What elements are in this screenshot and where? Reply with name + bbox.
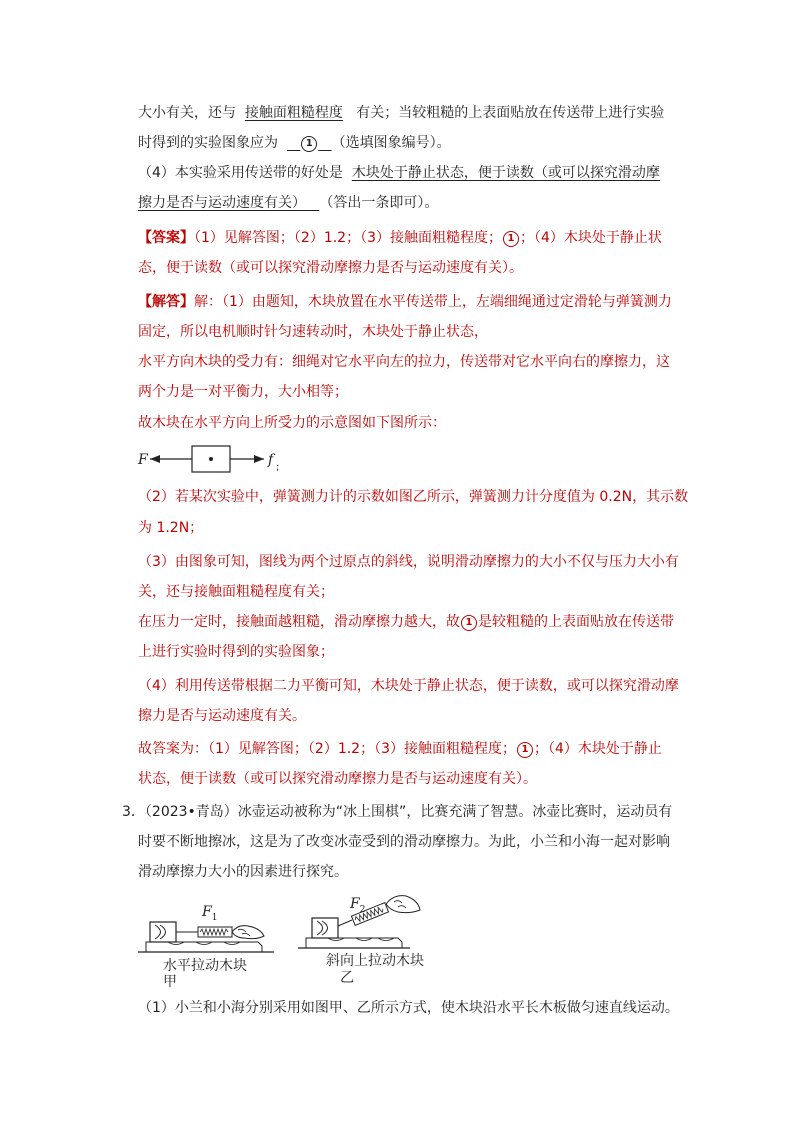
hand-icon — [232, 926, 264, 939]
answer-blank: 木块处于静止状态，便于读数（或可以探究滑动摩 — [351, 165, 660, 181]
solution-line-6: （2）若某次实验中，弹簧测力计的示数如图乙所示，弹簧测力计分度值为 0.2N，其示数 — [138, 489, 689, 505]
answer-line-2: 态，便于读数（或可以探究滑动摩擦力是否与运动速度有关）。 — [138, 260, 523, 276]
answer-blank: 1 — [287, 135, 332, 151]
solution-line-9: 关，还与接触面粗糙程度有关； — [138, 584, 334, 600]
arrow-left-icon — [150, 455, 160, 463]
arrow-right-icon — [254, 455, 264, 463]
force-f2-label: $F_2$ — [350, 896, 366, 915]
q3-line-2: 时要不断地擦冰，这是为了改变冰壶受到的滑动摩擦力。为此，小兰和小海一起对影响 — [138, 834, 670, 850]
answer-line-1: 【答案】（1）见解答图；（2）1.2；（3）接触面粗糙程度； 1 ；（4）木块处于静止状 — [138, 230, 662, 246]
force-right-label: f — [268, 452, 274, 468]
solution-line-4: 两个力是一对平衡力，大小相等； — [138, 384, 348, 400]
q3-line-1: 3．（2023•青岛）冰壶运动被称为“冰上围棋”，比赛充满了智慧。冰壶比赛时，运动员有 — [122, 804, 673, 820]
solution-line-2: 固定，所以电机顺时针匀速转动时，木块处于静止状态， — [138, 324, 488, 340]
solution-line-13: 擦力是否与运动速度有关。 — [138, 708, 306, 724]
force-diagram — [136, 440, 296, 480]
solution-line-10: 在压力一定时，接触面越粗糙，滑动摩擦力越大，故 1 是较粗糙的上表面贴放在传送带 — [138, 614, 674, 630]
force-f1-label: $F_1$ — [202, 904, 218, 923]
question-number: 3． — [122, 804, 145, 820]
q3-line-4: （1）小兰和小海分别采用如图甲、乙所示方式，使木块沿水平长木板做匀速直线运动。 — [138, 1000, 679, 1016]
solution-line-15: 状态，便于读数（或可以探究滑动摩擦力是否与运动速度有关）。 — [138, 771, 537, 787]
q2-text-line-3: （4）本实验采用传送带的好处是 木块处于静止状态，便于读数（或可以探究滑动摩 — [138, 165, 660, 181]
hand-icon — [386, 896, 420, 913]
solution-line-1: 【解答】解：（1）由题知，木块放置在水平传送带上，左端细绳通过定滑轮与弹簧测力 — [138, 294, 672, 310]
q3-line-3: 滑动摩擦力大小的因素进行探究。 — [138, 864, 348, 880]
solution-line-7: 为 1.2N； — [138, 520, 204, 536]
solution-line-11: 上进行实验时得到的实验图象； — [138, 644, 334, 660]
q2-text-line-4: 擦力是否与运动速度有关） （答出一条即可）。 — [138, 195, 439, 211]
force-left-label: F — [138, 452, 148, 468]
svg-text:;: ; — [276, 462, 280, 473]
figure-yi-caption: 斜向上拉动木块 — [326, 953, 424, 969]
wood-block — [312, 918, 338, 938]
q2-text-line-1: 大小有关，还与 接触面粗糙程度 有关；当较粗糙的上表面贴放在传送带上进行实验 — [138, 105, 665, 121]
answer-blank: 接触面粗糙程度 — [244, 105, 343, 121]
solution-line-3: 水平方向木块的受力有：细绳对它水平向左的拉力，传送带对它水平向右的摩擦力，这 — [138, 354, 670, 370]
figure-jia-label: 甲 — [163, 974, 177, 990]
wood-block — [150, 922, 176, 942]
answer-label: 【答案】 — [138, 230, 194, 246]
figure-jia-caption: 水平拉动木块 — [163, 958, 247, 974]
solution-line-8: （3）由图象可知，图线为两个过原点的斜线，说明滑动摩擦力的大小不仅与压力大小有 — [138, 554, 679, 570]
solution-label: 【解答】 — [138, 294, 194, 310]
solution-line-14: 故答案为：（1）见解答图；（2）1.2；（3）接触面粗糙程度； 1 ；（4）木块处于静止 — [138, 741, 662, 757]
solution-line-12: （4）利用传送带根据二力平衡可知，木块处于静止状态，便于读数，或可以探究滑动摩 — [138, 678, 679, 694]
q2-text-line-2: 时得到的实验图象应为 1 （选填图象编号）。 — [138, 135, 451, 151]
answer-blank: 擦力是否与运动速度有关） — [138, 195, 306, 211]
solution-line-5: 故木块在水平方向上所受力的示意图如下图所示： — [138, 415, 446, 431]
figure-yi-label: 乙 — [340, 970, 354, 986]
